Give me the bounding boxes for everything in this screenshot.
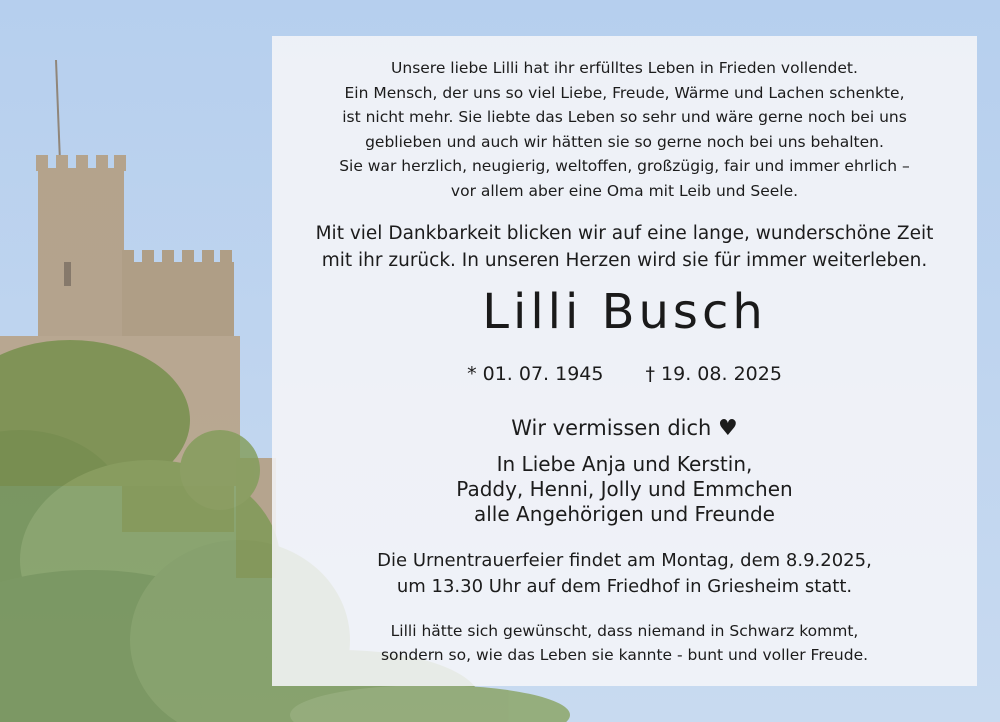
family-line: In Liebe Anja und Kerstin,: [496, 452, 753, 476]
thanks-line: mit ihr zurück. In unseren Herzen wird sie für immer weiterleben.: [321, 250, 928, 271]
intro-line: geblieben und auch wir hätten sie so gerne noch bei uns behalten.: [365, 132, 884, 151]
service-info: [272, 548, 977, 600]
wish-line: Lilli hätte sich gewünscht, dass niemand in Schwarz kommt,: [390, 622, 859, 640]
family-line: alle Angehörigen und Freunde: [473, 502, 775, 526]
service-line: Die Urnentrauerfeier findet am Montag, dem 8.9.2025,: [377, 550, 872, 571]
intro-line: vor allem aber eine Oma mit Leib und Seele.: [450, 181, 799, 200]
intro-line: ist nicht mehr. Sie liebte das Leben so sehr und wäre gerne noch bei uns: [342, 108, 907, 126]
miss-line: [272, 416, 977, 441]
miss-text: Wir vermissen dich: [511, 416, 712, 440]
deceased-name: Lilli Busch: [482, 284, 767, 340]
intro-line: Sie war herzlich, neugierig, weltoffen, großzügig, fair und immer ehrlich –: [339, 157, 910, 175]
intro-line: Ein Mensch, der uns so viel Liebe, Freude, Wärme und Lachen schenkte,: [344, 83, 905, 102]
thanks-line: Mit viel Dankbarkeit blicken wir auf eine lange, wunderschöne Zeit: [315, 223, 934, 244]
family-line: Paddy, Henni, Jolly und Emmchen: [456, 477, 793, 501]
birth-date: * 01. 07. 1945: [467, 363, 604, 385]
intro-line: Unsere liebe Lilli hat ihr erfülltes Leben in Frieden vollendet.: [391, 59, 858, 77]
service-line: um 13.30 Uhr auf dem Friedhof in Griesheim statt.: [396, 576, 853, 597]
death-date: † 19. 08. 2025: [645, 363, 782, 385]
dress-wish: [272, 619, 977, 667]
obituary-card: [272, 36, 977, 686]
family-signature: [272, 452, 977, 527]
intro-text: [272, 56, 977, 203]
heart-icon: ♥: [718, 416, 738, 441]
life-dates: [272, 363, 977, 385]
wish-line: sondern so, wie das Leben sie kannte - bunt und voller Freude.: [380, 646, 869, 664]
thanks-text: [272, 220, 977, 274]
